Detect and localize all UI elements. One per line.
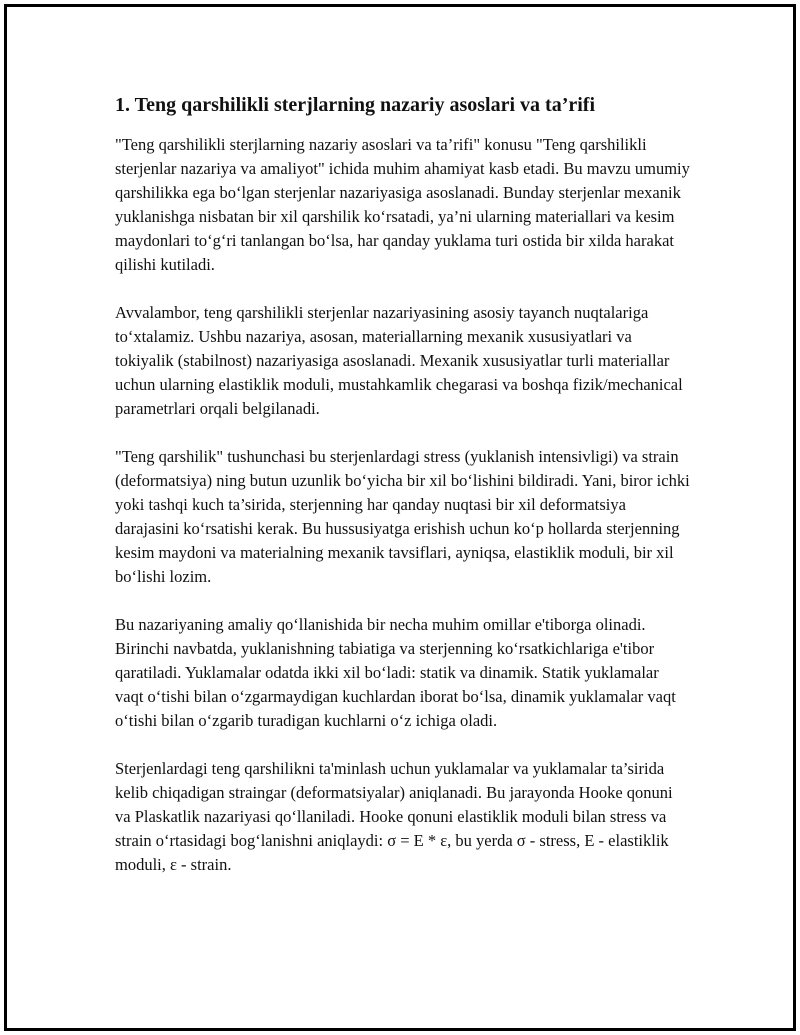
paragraph-theory-basis: Avvalambor, teng qarshilikli sterjenlar nazariyasining asosiy tayanch nuqtalariga to‘xtalamiz. Ushbu nazariya, asosan, materiallarning mexanik xususiyatlari va tokiyalik (stabilnost) nazariyasiga asoslanadi. Mexanik xususiyatlar turli materiallar uchun ularning elastiklik moduli, mustahkamlik chegarasi va boshqa fizik/mechanical parametrlari orqali belgilanadi.	[115, 303, 683, 418]
paragraph-practical-application: Bu nazariyaning amaliy qo‘llanishida bir necha muhim omillar e'tiborga olinadi. Birinchi navbatda, yuklanishning tabiatiga va sterjenning ko‘rsatkichlariga e'tibor qaratiladi. Yuklamalar odatda ikki xil bo‘ladi: statik va dinamik. Statik yuklamalar vaqt o‘tishi bilan o‘zgarmaydigan kuchlardan iborat bo‘lsa, dinamik yuklamalar vaqt o‘tishi bilan o‘zgarib turadigan kuchlarni o‘z ichiga oladi.	[115, 615, 676, 730]
paragraph-hooke-law: Sterjenlardagi teng qarshilikni ta'minlash uchun yuklamalar va yuklamalar ta’sirida kelib chiqadigan straingar (deformatsiyalar) aniqlanadi. Bu jarayonda Hooke qonuni va Plaskatlik nazariyasi qo‘llaniladi. Hooke qonuni elastiklik moduli bilan stress va strain o‘rtasidagi bog‘lanishni aniqlaydi: σ = E * ε, bu yerda σ - stress, E - elastiklik moduli, ε - strain.	[115, 759, 673, 874]
document-body	[115, 92, 690, 901]
paragraph-intro: "Teng qarshilikli sterjlarning nazariy asoslari va ta’rifi" konusu "Teng qarshilikli sterjenlar nazariya va amaliyot" ichida muhim ahamiyat kasb etadi. Bu mavzu umumiy qarshilikka ega bo‘lgan sterjenlar nazariyasiga asoslanadi. Bunday sterjenlar mexanik yuklanishga nisbatan bir xil qarshilik ko‘rsatadi, ya’ni ularning materiallari va kesim maydonlari to‘g‘ri tanlangan bo‘lsa, har qanday yuklama turi ostida bir xilda harakat qilishi kutiladi.	[115, 135, 690, 274]
paragraph-equal-resistance-concept: "Teng qarshilik" tushunchasi bu sterjenlardagi stress (yuklanish intensivligi) va strain (deformatsiya) ning butun uzunlik bo‘yicha bir xil bo‘lishini bildiradi. Yani, biror ichki yoki tashqi kuch ta’sirida, sterjenning har qanday nuqtasi bir xil deformatsiya darajasini ko‘rsatishi kerak. Bu hussusiyatga erishish uchun ko‘p hollarda sterjenning kesim maydoni va materialning mexanik tavsiflari, ayniqsa, elastiklik moduli, bir xil bo‘lishi lozim.	[115, 447, 690, 586]
section-heading: 1. Teng qarshilikli sterjlarning nazariy asoslari va ta’rifi	[115, 94, 596, 116]
